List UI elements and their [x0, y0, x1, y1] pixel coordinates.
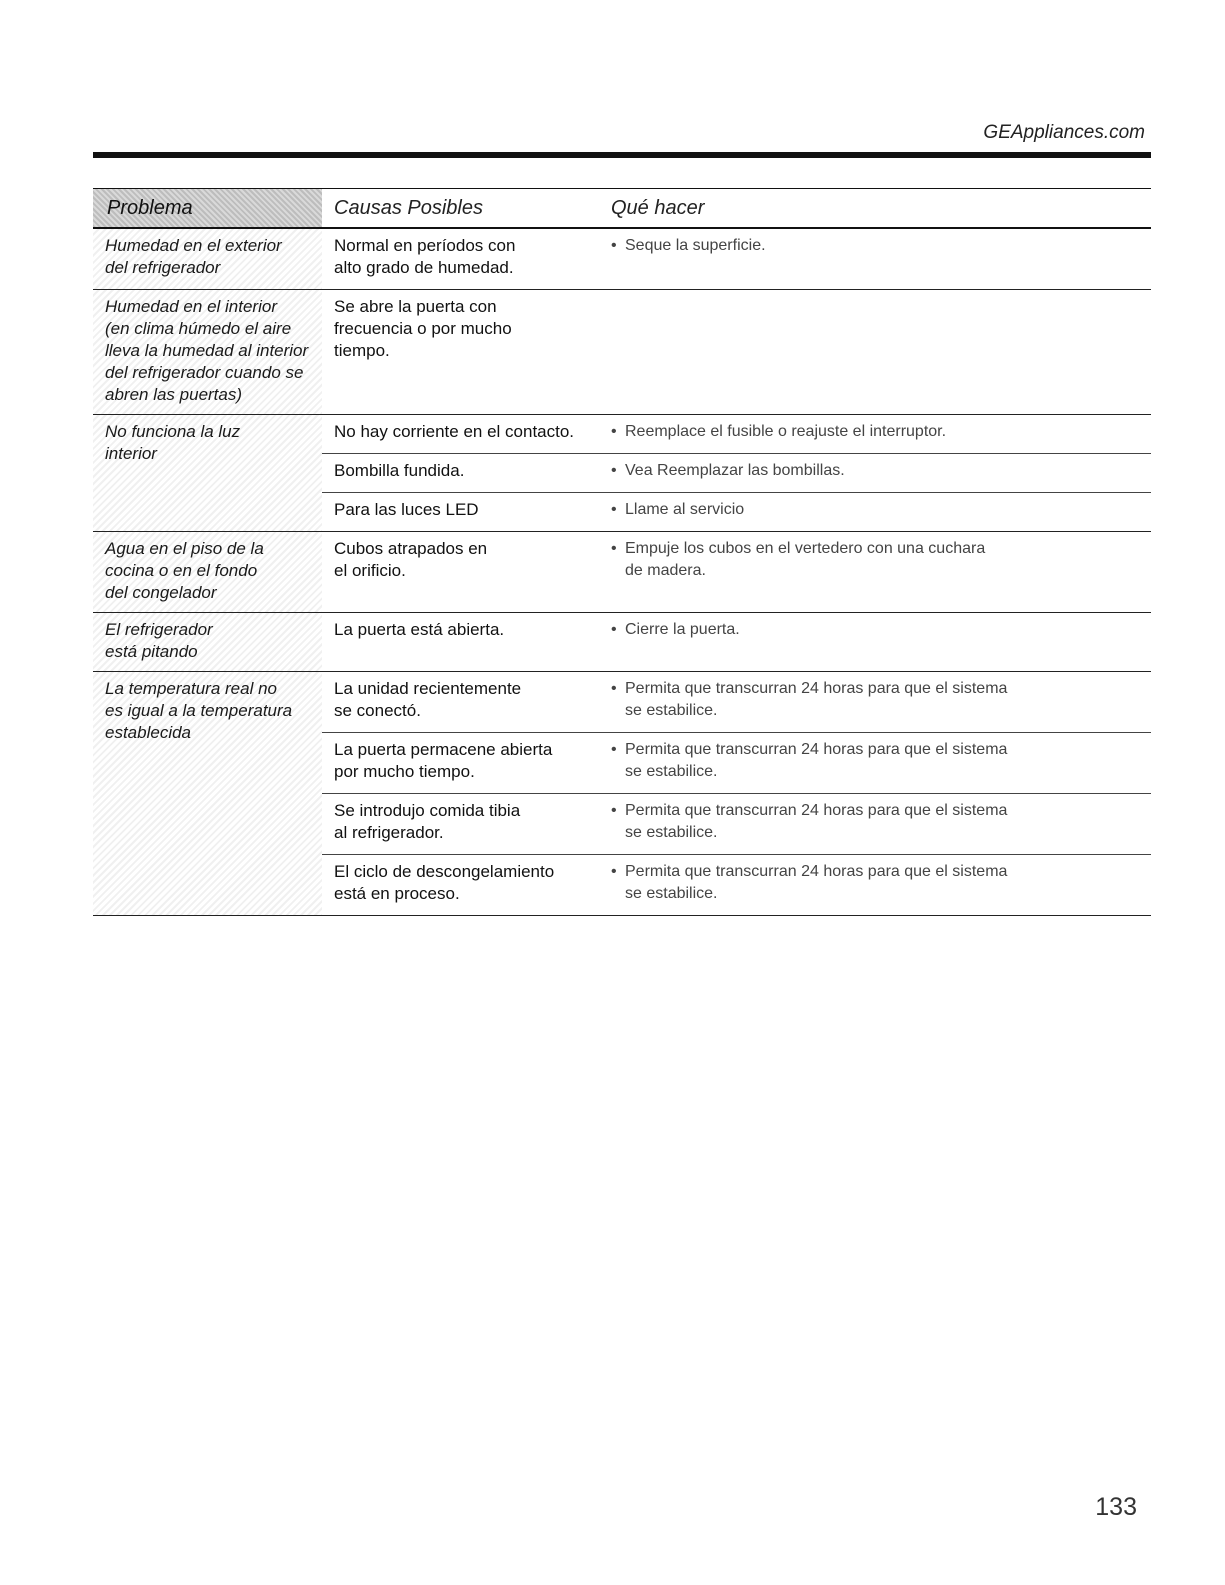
action-text: Cierre la puerta. [625, 621, 740, 638]
action-cell [611, 493, 1151, 531]
site-url: GEAppliances.com [983, 122, 1145, 143]
table-row [322, 672, 1151, 733]
table-row [322, 454, 1151, 493]
cause-rows [322, 532, 1151, 612]
table-row [322, 532, 1151, 592]
action-cell [611, 229, 1151, 289]
bullet-icon: • [611, 802, 617, 819]
table-row [322, 855, 1151, 915]
problem-group [93, 672, 1151, 916]
table-body [93, 229, 1151, 916]
problem-cell: Humedad en el interior (en clima húmedo el aire lleva la humedad al interior del refrigerador cuando se abren las puertas) [93, 290, 322, 414]
action-cell [611, 290, 1151, 372]
table-row [322, 493, 1151, 531]
cause-rows [322, 672, 1151, 915]
problem-cell: No funciona la luz interior [93, 415, 322, 531]
problem-cell: Agua en el piso de la cocina o en el fondo del congelador [93, 532, 322, 612]
action-text: Seque la superficie. [625, 237, 766, 254]
action-cell [611, 672, 1151, 732]
action-text: Permita que transcurran 24 horas para que el sistema se estabilice. [625, 863, 1008, 902]
table-header [93, 188, 1151, 229]
bullet-icon: • [611, 741, 617, 758]
action-text: Empuje los cubos en el vertedero con una cuchara de madera. [625, 540, 986, 579]
action-cell [611, 733, 1151, 793]
cause-cell: Normal en períodos con alto grado de humedad. [334, 236, 516, 277]
cause-cell: Cubos atrapados en el orificio. [334, 539, 488, 580]
cause-cell: El ciclo de descongelamiento está en proceso. [334, 862, 555, 903]
troubleshooting-table [93, 188, 1151, 916]
cause-rows [322, 415, 1151, 531]
action-cell [611, 613, 1151, 651]
problem-cell: Humedad en el exterior del refrigerador [93, 229, 322, 289]
cause-cell: No hay corriente en el contacto. [334, 422, 575, 441]
problem-group [93, 415, 1151, 532]
bullet-icon: • [611, 680, 617, 697]
action-cell [611, 532, 1151, 592]
problem-group [93, 229, 1151, 290]
cause-cell: La puerta permacene abierta por mucho tiempo. [334, 740, 553, 781]
bullet-icon: • [611, 863, 617, 880]
problem-group [93, 290, 1151, 415]
bullet-icon: • [611, 237, 617, 254]
cause-rows [322, 229, 1151, 289]
page-number: 133 [1095, 1493, 1137, 1521]
bullet-icon: • [611, 501, 617, 518]
problem-cell: La temperatura real no es igual a la temperatura establecida [93, 672, 322, 915]
bullet-icon: • [611, 540, 617, 557]
action-text: Permita que transcurran 24 horas para que el sistema se estabilice. [625, 680, 1008, 719]
column-header-que-hacer: Qué hacer [611, 196, 705, 219]
action-cell [611, 454, 1151, 492]
cause-cell: Se introdujo comida tibia al refrigerador. [334, 801, 521, 842]
header-rule [93, 152, 1151, 158]
table-row [322, 733, 1151, 794]
cause-cell: La puerta está abierta. [334, 620, 505, 639]
bullet-icon: • [611, 621, 617, 638]
cause-rows [322, 613, 1151, 671]
column-header-causas: Causas Posibles [334, 196, 483, 219]
action-text: Reemplace el fusible o reajuste el interruptor. [625, 423, 947, 440]
column-header-problema: Problema [93, 189, 322, 227]
table-row [322, 794, 1151, 855]
table-row [322, 415, 1151, 454]
table-row [322, 613, 1151, 651]
bullet-icon: • [611, 423, 617, 440]
action-cell [611, 415, 1151, 453]
table-row [322, 229, 1151, 289]
action-text: Llame al servicio [625, 501, 745, 518]
cause-cell: La unidad recientemente se conectó. [334, 679, 522, 720]
action-cell [611, 855, 1151, 915]
cause-rows [322, 290, 1151, 414]
cause-cell: Se abre la puerta con frecuencia o por mucho tiempo. [334, 297, 512, 360]
action-cell [611, 794, 1151, 854]
problem-cell: El refrigerador está pitando [93, 613, 322, 671]
cause-cell: Bombilla fundida. [334, 461, 465, 480]
action-text: Vea Reemplazar las bombillas. [625, 462, 845, 479]
problem-group [93, 613, 1151, 672]
table-row [322, 290, 1151, 372]
action-text: Permita que transcurran 24 horas para que el sistema se estabilice. [625, 741, 1008, 780]
bullet-icon: • [611, 462, 617, 479]
cause-cell: Para las luces LED [334, 500, 479, 519]
problem-group [93, 532, 1151, 613]
action-text: Permita que transcurran 24 horas para que el sistema se estabilice. [625, 802, 1008, 841]
